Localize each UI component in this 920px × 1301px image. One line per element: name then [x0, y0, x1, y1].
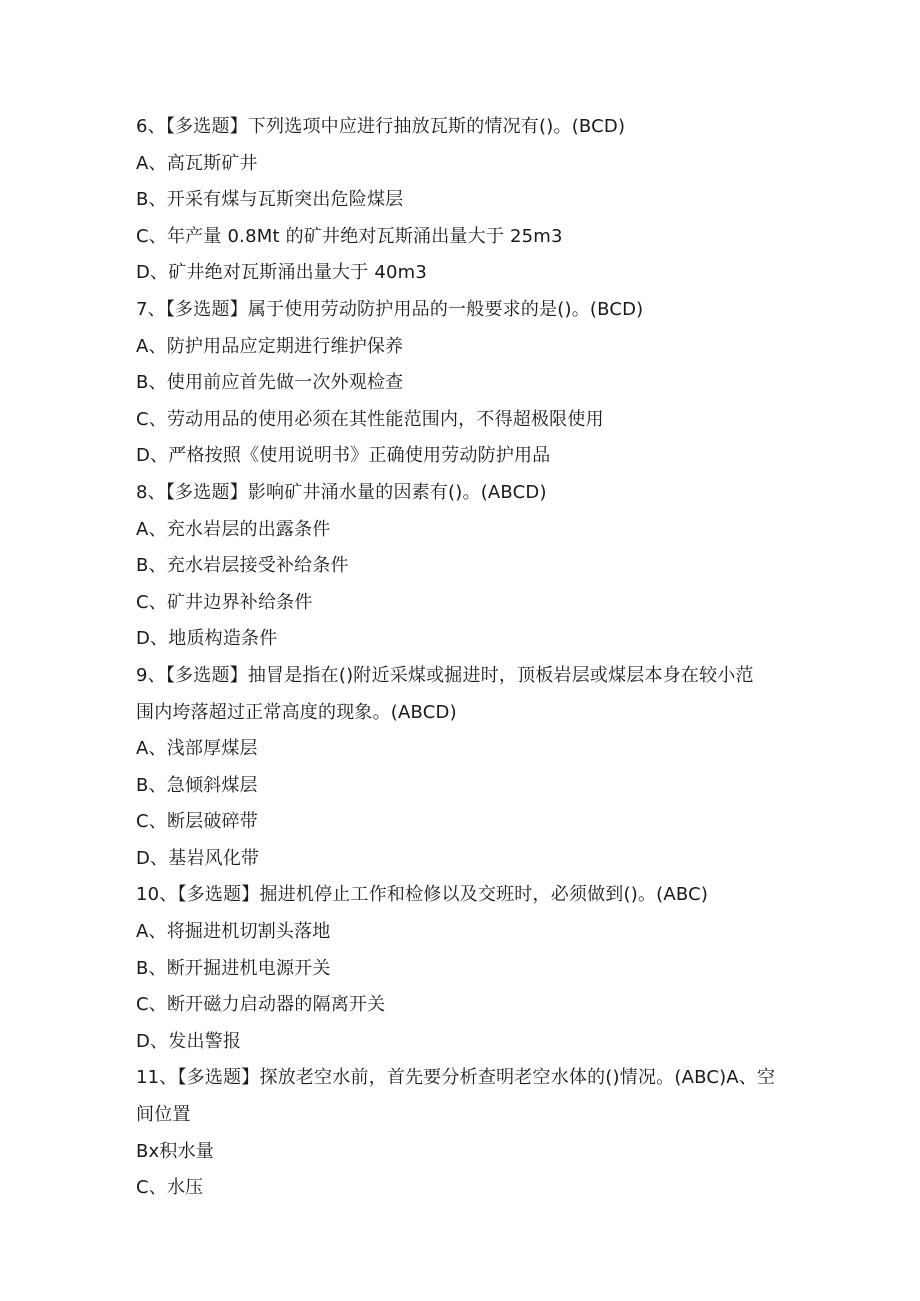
- question-11-stem-line-1: 11、【多选题】探放老空水前，首先要分析查明老空水体的()情况。(ABC)A、空: [136, 1067, 776, 1089]
- question-7-option-a: A、防护用品应定期进行维护保养: [136, 335, 404, 357]
- question-7-stem: 7、【多选题】属于使用劳动防护用品的一般要求的是()。(BCD): [136, 298, 644, 320]
- question-7-option-b: B、使用前应首先做一次外观检查: [136, 372, 404, 394]
- question-8-stem: 8、【多选题】影响矿井涌水量的因素有()。(ABCD): [136, 481, 547, 503]
- question-8-option-d: D、地质构造条件: [136, 628, 278, 650]
- question-list: [136, 109, 796, 1207]
- question-7-option-d: D、严格按照《使用说明书》正确使用劳动防护用品: [136, 445, 551, 467]
- question-9-option-b: B、急倾斜煤层: [136, 774, 258, 796]
- question-9-option-d: D、基岩风化带: [136, 847, 260, 869]
- question-11-stem-line-2: 间位置: [136, 1104, 191, 1126]
- question-10-option-c: C、断开磁力启动器的隔离开关: [136, 994, 386, 1016]
- question-10-option-d: D、发出警报: [136, 1030, 242, 1052]
- question-11-option-b: Bx积水量: [136, 1140, 215, 1162]
- question-10-stem: 10、【多选题】掘进机停止工作和检修以及交班时，必须做到()。(ABC): [136, 884, 709, 906]
- question-9-option-a: A、浅部厚煤层: [136, 738, 258, 760]
- question-6-option-c: C、年产量 0.8Mt 的矿井绝对瓦斯涌出量大于 25m3: [136, 225, 563, 247]
- question-7-option-c: C、劳动用品的使用必须在其性能范围内，不得超极限使用: [136, 408, 604, 430]
- question-10-option-b: B、断开掘进机电源开关: [136, 957, 331, 979]
- question-9-stem-line-1: 9、【多选题】抽冒是指在()附近采煤或掘进时，顶板岩层或煤层本身在较小范: [136, 664, 754, 686]
- question-11-option-c: C、水压: [136, 1177, 204, 1199]
- question-9-stem-line-2: 围内垮落超过正常高度的现象。(ABCD): [136, 701, 457, 723]
- question-8-option-c: C、矿井边界补给条件: [136, 591, 313, 613]
- question-6-option-d: D、矿井绝对瓦斯涌出量大于 40m3: [136, 262, 428, 284]
- question-10-option-a: A、将掘进机切割头落地: [136, 921, 331, 943]
- question-8-option-a: A、充水岩层的出露条件: [136, 518, 331, 540]
- question-6-stem: 6、【多选题】下列选项中应进行抽放瓦斯的情况有()。(BCD): [136, 116, 626, 137]
- question-8-option-b: B、充水岩层接受补给条件: [136, 555, 349, 577]
- question-6-option-a: A、高瓦斯矿井: [136, 152, 258, 174]
- question-9-option-c: C、断层破碎带: [136, 811, 258, 833]
- question-6-option-b: B、开采有煤与瓦斯突出危险煤层: [136, 189, 404, 211]
